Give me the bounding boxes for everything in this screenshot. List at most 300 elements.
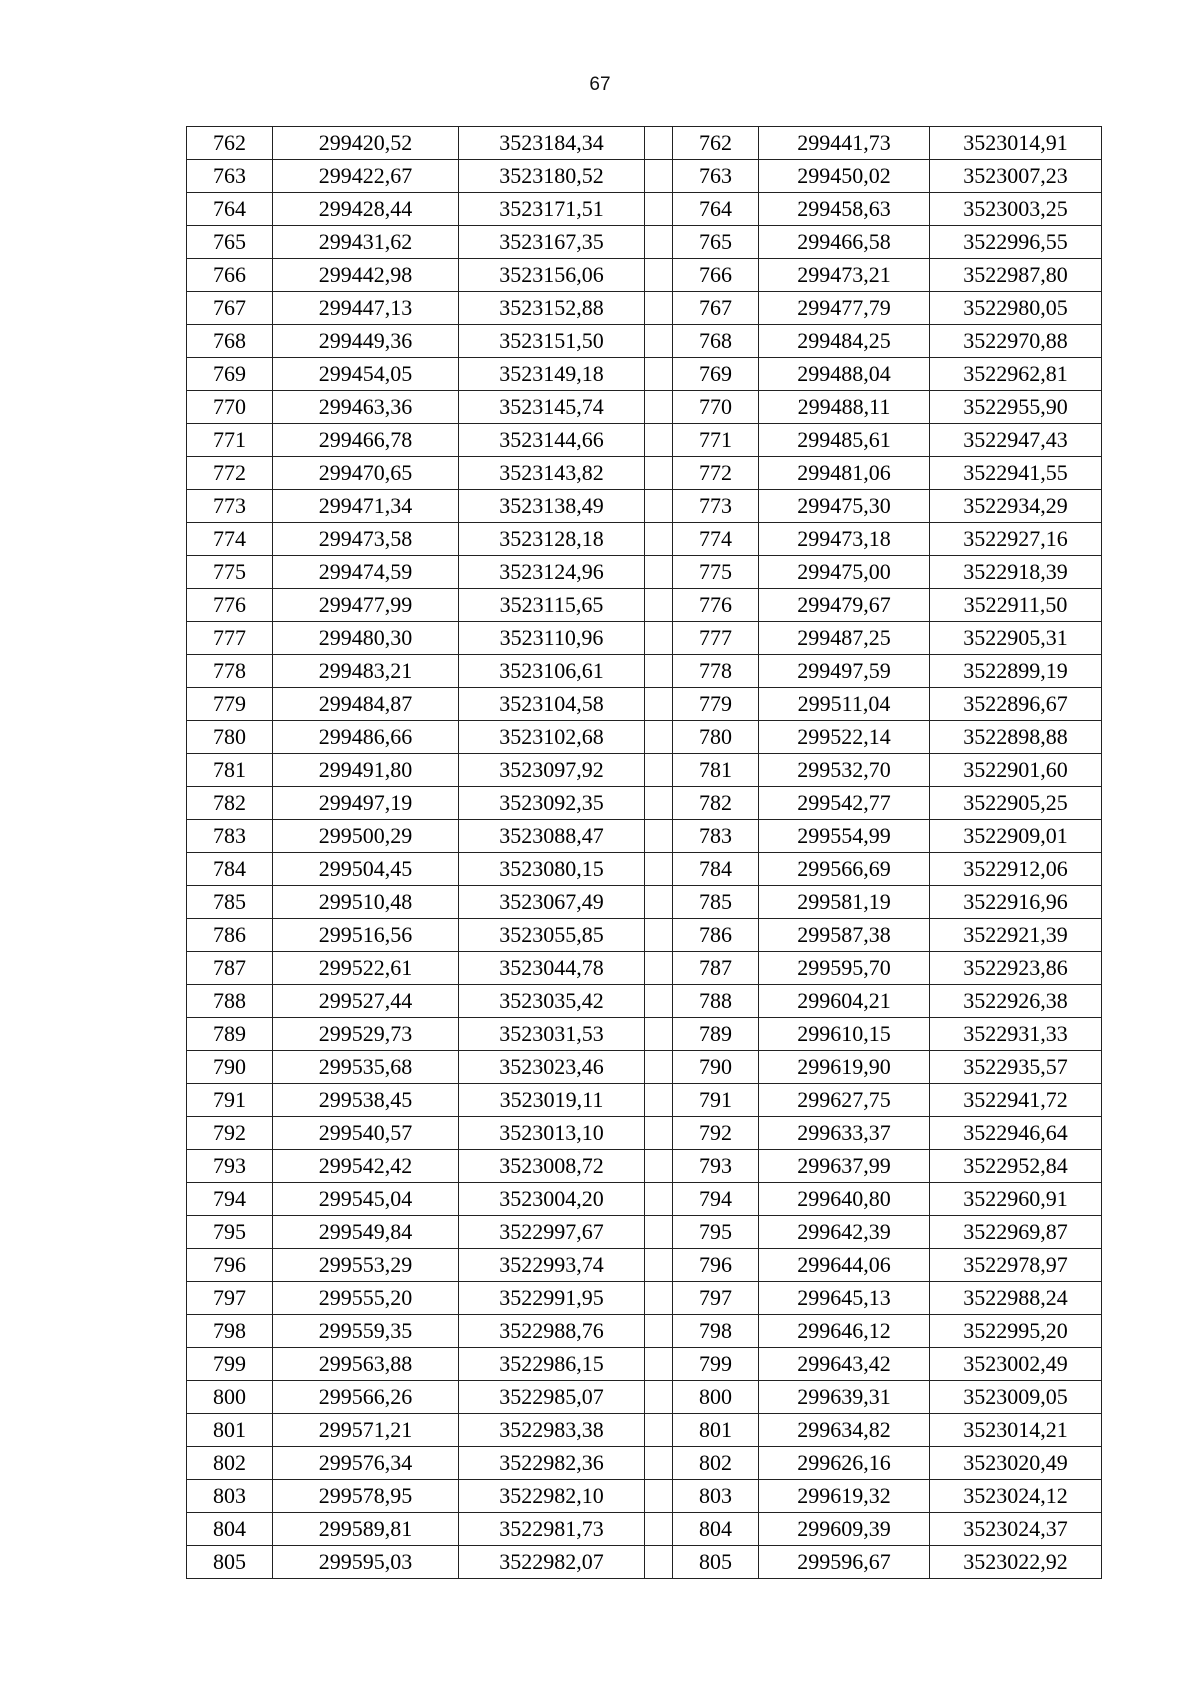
table-row <box>187 589 1102 622</box>
x-coordinate-cell: 299610,15 <box>759 1018 930 1051</box>
y-coordinate-cell: 3523144,66 <box>459 424 645 457</box>
point-number-cell: 795 <box>673 1216 759 1249</box>
table-row <box>187 1447 1102 1480</box>
x-coordinate-cell: 299470,65 <box>273 457 459 490</box>
point-number-cell: 798 <box>187 1315 273 1348</box>
separator-cell <box>645 1348 673 1381</box>
separator-cell <box>645 589 673 622</box>
y-coordinate-cell: 3523024,37 <box>930 1513 1102 1546</box>
table-row <box>187 1480 1102 1513</box>
table-row <box>187 556 1102 589</box>
point-number-cell: 779 <box>187 688 273 721</box>
x-coordinate-cell: 299484,87 <box>273 688 459 721</box>
point-number-cell: 800 <box>187 1381 273 1414</box>
point-number-cell: 791 <box>673 1084 759 1117</box>
y-coordinate-cell: 3523156,06 <box>459 259 645 292</box>
separator-cell <box>645 919 673 952</box>
table-row <box>187 358 1102 391</box>
separator-cell <box>645 556 673 589</box>
x-coordinate-cell: 299542,77 <box>759 787 930 820</box>
x-coordinate-cell: 299473,18 <box>759 523 930 556</box>
x-coordinate-cell: 299589,81 <box>273 1513 459 1546</box>
separator-cell <box>645 1381 673 1414</box>
y-coordinate-cell: 3522918,39 <box>930 556 1102 589</box>
point-number-cell: 766 <box>187 259 273 292</box>
x-coordinate-cell: 299643,42 <box>759 1348 930 1381</box>
separator-cell <box>645 721 673 754</box>
point-number-cell: 776 <box>673 589 759 622</box>
point-number-cell: 773 <box>187 490 273 523</box>
y-coordinate-cell: 3523124,96 <box>459 556 645 589</box>
point-number-cell: 769 <box>187 358 273 391</box>
point-number-cell: 791 <box>187 1084 273 1117</box>
separator-cell <box>645 1183 673 1216</box>
x-coordinate-cell: 299497,19 <box>273 787 459 820</box>
table-row <box>187 688 1102 721</box>
point-number-cell: 769 <box>673 358 759 391</box>
separator-cell <box>645 424 673 457</box>
separator-cell <box>645 622 673 655</box>
x-coordinate-cell: 299491,80 <box>273 754 459 787</box>
y-coordinate-cell: 3522987,80 <box>930 259 1102 292</box>
point-number-cell: 765 <box>673 226 759 259</box>
y-coordinate-cell: 3523102,68 <box>459 721 645 754</box>
point-number-cell: 799 <box>187 1348 273 1381</box>
separator-cell <box>645 127 673 160</box>
point-number-cell: 765 <box>187 226 273 259</box>
y-coordinate-cell: 3522986,15 <box>459 1348 645 1381</box>
point-number-cell: 784 <box>187 853 273 886</box>
y-coordinate-cell: 3522970,88 <box>930 325 1102 358</box>
point-number-cell: 766 <box>673 259 759 292</box>
x-coordinate-cell: 299431,62 <box>273 226 459 259</box>
separator-cell <box>645 820 673 853</box>
y-coordinate-cell: 3522896,67 <box>930 688 1102 721</box>
y-coordinate-cell: 3522991,95 <box>459 1282 645 1315</box>
x-coordinate-cell: 299486,66 <box>273 721 459 754</box>
separator-cell <box>645 1051 673 1084</box>
x-coordinate-cell: 299447,13 <box>273 292 459 325</box>
y-coordinate-cell: 3522926,38 <box>930 985 1102 1018</box>
y-coordinate-cell: 3522982,10 <box>459 1480 645 1513</box>
y-coordinate-cell: 3522923,86 <box>930 952 1102 985</box>
y-coordinate-cell: 3522978,97 <box>930 1249 1102 1282</box>
x-coordinate-cell: 299553,29 <box>273 1249 459 1282</box>
separator-cell <box>645 1546 673 1579</box>
table-row <box>187 490 1102 523</box>
y-coordinate-cell: 3523088,47 <box>459 820 645 853</box>
point-number-cell: 777 <box>187 622 273 655</box>
point-number-cell: 764 <box>187 193 273 226</box>
separator-cell <box>645 1414 673 1447</box>
x-coordinate-cell: 299527,44 <box>273 985 459 1018</box>
separator-cell <box>645 292 673 325</box>
x-coordinate-cell: 299555,20 <box>273 1282 459 1315</box>
y-coordinate-cell: 3523115,65 <box>459 589 645 622</box>
x-coordinate-cell: 299484,25 <box>759 325 930 358</box>
point-number-cell: 785 <box>187 886 273 919</box>
y-coordinate-cell: 3522981,73 <box>459 1513 645 1546</box>
point-number-cell: 803 <box>673 1480 759 1513</box>
table-row <box>187 952 1102 985</box>
y-coordinate-cell: 3522997,67 <box>459 1216 645 1249</box>
point-number-cell: 775 <box>673 556 759 589</box>
y-coordinate-cell: 3522898,88 <box>930 721 1102 754</box>
point-number-cell: 776 <box>187 589 273 622</box>
y-coordinate-cell: 3523149,18 <box>459 358 645 391</box>
x-coordinate-cell: 299480,30 <box>273 622 459 655</box>
table-row <box>187 292 1102 325</box>
x-coordinate-cell: 299473,21 <box>759 259 930 292</box>
separator-cell <box>645 688 673 721</box>
y-coordinate-cell: 3523022,92 <box>930 1546 1102 1579</box>
coordinates-table-body <box>187 127 1102 1579</box>
table-row <box>187 424 1102 457</box>
point-number-cell: 767 <box>187 292 273 325</box>
y-coordinate-cell: 3522911,50 <box>930 589 1102 622</box>
point-number-cell: 795 <box>187 1216 273 1249</box>
y-coordinate-cell: 3523044,78 <box>459 952 645 985</box>
point-number-cell: 789 <box>187 1018 273 1051</box>
separator-cell <box>645 754 673 787</box>
table-row <box>187 391 1102 424</box>
y-coordinate-cell: 3523097,92 <box>459 754 645 787</box>
y-coordinate-cell: 3522921,39 <box>930 919 1102 952</box>
point-number-cell: 798 <box>673 1315 759 1348</box>
table-row <box>187 523 1102 556</box>
y-coordinate-cell: 3522988,76 <box>459 1315 645 1348</box>
point-number-cell: 767 <box>673 292 759 325</box>
x-coordinate-cell: 299542,42 <box>273 1150 459 1183</box>
point-number-cell: 796 <box>187 1249 273 1282</box>
table-row <box>187 919 1102 952</box>
separator-cell <box>645 1150 673 1183</box>
x-coordinate-cell: 299619,90 <box>759 1051 930 1084</box>
x-coordinate-cell: 299500,29 <box>273 820 459 853</box>
x-coordinate-cell: 299646,12 <box>759 1315 930 1348</box>
separator-cell <box>645 391 673 424</box>
y-coordinate-cell: 3523035,42 <box>459 985 645 1018</box>
y-coordinate-cell: 3523031,53 <box>459 1018 645 1051</box>
y-coordinate-cell: 3523020,49 <box>930 1447 1102 1480</box>
x-coordinate-cell: 299640,80 <box>759 1183 930 1216</box>
y-coordinate-cell: 3522982,36 <box>459 1447 645 1480</box>
y-coordinate-cell: 3522909,01 <box>930 820 1102 853</box>
point-number-cell: 782 <box>673 787 759 820</box>
table-row <box>187 886 1102 919</box>
point-number-cell: 773 <box>673 490 759 523</box>
y-coordinate-cell: 3523004,20 <box>459 1183 645 1216</box>
y-coordinate-cell: 3522916,96 <box>930 886 1102 919</box>
separator-cell <box>645 457 673 490</box>
y-coordinate-cell: 3522952,84 <box>930 1150 1102 1183</box>
y-coordinate-cell: 3522955,90 <box>930 391 1102 424</box>
y-coordinate-cell: 3522941,55 <box>930 457 1102 490</box>
point-number-cell: 787 <box>673 952 759 985</box>
point-number-cell: 771 <box>673 424 759 457</box>
point-number-cell: 804 <box>673 1513 759 1546</box>
separator-cell <box>645 952 673 985</box>
x-coordinate-cell: 299488,11 <box>759 391 930 424</box>
separator-cell <box>645 490 673 523</box>
separator-cell <box>645 1315 673 1348</box>
point-number-cell: 763 <box>187 160 273 193</box>
separator-cell <box>645 226 673 259</box>
point-number-cell: 801 <box>187 1414 273 1447</box>
y-coordinate-cell: 3522982,07 <box>459 1546 645 1579</box>
x-coordinate-cell: 299627,75 <box>759 1084 930 1117</box>
table-row <box>187 1348 1102 1381</box>
x-coordinate-cell: 299471,34 <box>273 490 459 523</box>
y-coordinate-cell: 3523024,12 <box>930 1480 1102 1513</box>
point-number-cell: 788 <box>673 985 759 1018</box>
point-number-cell: 786 <box>673 919 759 952</box>
table-row <box>187 1183 1102 1216</box>
y-coordinate-cell: 3522905,25 <box>930 787 1102 820</box>
point-number-cell: 792 <box>673 1117 759 1150</box>
y-coordinate-cell: 3522995,20 <box>930 1315 1102 1348</box>
point-number-cell: 788 <box>187 985 273 1018</box>
point-number-cell: 763 <box>673 160 759 193</box>
y-coordinate-cell: 3522988,24 <box>930 1282 1102 1315</box>
y-coordinate-cell: 3523019,11 <box>459 1084 645 1117</box>
x-coordinate-cell: 299466,58 <box>759 226 930 259</box>
y-coordinate-cell: 3522983,38 <box>459 1414 645 1447</box>
point-number-cell: 764 <box>673 193 759 226</box>
point-number-cell: 772 <box>673 457 759 490</box>
table-row <box>187 226 1102 259</box>
separator-cell <box>645 259 673 292</box>
y-coordinate-cell: 3523106,61 <box>459 655 645 688</box>
point-number-cell: 774 <box>187 523 273 556</box>
separator-cell <box>645 1480 673 1513</box>
x-coordinate-cell: 299485,61 <box>759 424 930 457</box>
y-coordinate-cell: 3523003,25 <box>930 193 1102 226</box>
point-number-cell: 768 <box>187 325 273 358</box>
point-number-cell: 794 <box>187 1183 273 1216</box>
x-coordinate-cell: 299474,59 <box>273 556 459 589</box>
x-coordinate-cell: 299571,21 <box>273 1414 459 1447</box>
y-coordinate-cell: 3523138,49 <box>459 490 645 523</box>
y-coordinate-cell: 3523002,49 <box>930 1348 1102 1381</box>
x-coordinate-cell: 299604,21 <box>759 985 930 1018</box>
separator-cell <box>645 853 673 886</box>
point-number-cell: 778 <box>673 655 759 688</box>
separator-cell <box>645 193 673 226</box>
x-coordinate-cell: 299637,99 <box>759 1150 930 1183</box>
page-number: 67 <box>589 74 611 95</box>
separator-cell <box>645 523 673 556</box>
x-coordinate-cell: 299639,31 <box>759 1381 930 1414</box>
table-row <box>187 622 1102 655</box>
point-number-cell: 783 <box>187 820 273 853</box>
y-coordinate-cell: 3522901,60 <box>930 754 1102 787</box>
point-number-cell: 777 <box>673 622 759 655</box>
y-coordinate-cell: 3522935,57 <box>930 1051 1102 1084</box>
x-coordinate-cell: 299529,73 <box>273 1018 459 1051</box>
x-coordinate-cell: 299458,63 <box>759 193 930 226</box>
table-row <box>187 655 1102 688</box>
point-number-cell: 793 <box>187 1150 273 1183</box>
y-coordinate-cell: 3523013,10 <box>459 1117 645 1150</box>
x-coordinate-cell: 299595,70 <box>759 952 930 985</box>
point-number-cell: 771 <box>187 424 273 457</box>
y-coordinate-cell: 3522899,19 <box>930 655 1102 688</box>
table-row <box>187 1018 1102 1051</box>
table-row <box>187 787 1102 820</box>
y-coordinate-cell: 3523110,96 <box>459 622 645 655</box>
x-coordinate-cell: 299578,95 <box>273 1480 459 1513</box>
point-number-cell: 770 <box>673 391 759 424</box>
y-coordinate-cell: 3523180,52 <box>459 160 645 193</box>
x-coordinate-cell: 299497,59 <box>759 655 930 688</box>
point-number-cell: 786 <box>187 919 273 952</box>
point-number-cell: 781 <box>187 754 273 787</box>
y-coordinate-cell: 3523143,82 <box>459 457 645 490</box>
table-row <box>187 820 1102 853</box>
point-number-cell: 799 <box>673 1348 759 1381</box>
y-coordinate-cell: 3523152,88 <box>459 292 645 325</box>
point-number-cell: 774 <box>673 523 759 556</box>
x-coordinate-cell: 299454,05 <box>273 358 459 391</box>
y-coordinate-cell: 3523014,91 <box>930 127 1102 160</box>
x-coordinate-cell: 299428,44 <box>273 193 459 226</box>
table-row <box>187 1414 1102 1447</box>
point-number-cell: 768 <box>673 325 759 358</box>
x-coordinate-cell: 299563,88 <box>273 1348 459 1381</box>
table-row <box>187 325 1102 358</box>
point-number-cell: 805 <box>187 1546 273 1579</box>
table-row <box>187 127 1102 160</box>
point-number-cell: 800 <box>673 1381 759 1414</box>
table-row <box>187 160 1102 193</box>
x-coordinate-cell: 299479,67 <box>759 589 930 622</box>
x-coordinate-cell: 299549,84 <box>273 1216 459 1249</box>
point-number-cell: 778 <box>187 655 273 688</box>
x-coordinate-cell: 299609,39 <box>759 1513 930 1546</box>
point-number-cell: 793 <box>673 1150 759 1183</box>
y-coordinate-cell: 3523055,85 <box>459 919 645 952</box>
separator-cell <box>645 1216 673 1249</box>
table-row <box>187 1513 1102 1546</box>
point-number-cell: 797 <box>673 1282 759 1315</box>
point-number-cell: 805 <box>673 1546 759 1579</box>
x-coordinate-cell: 299487,25 <box>759 622 930 655</box>
point-number-cell: 790 <box>673 1051 759 1084</box>
y-coordinate-cell: 3523014,21 <box>930 1414 1102 1447</box>
y-coordinate-cell: 3522941,72 <box>930 1084 1102 1117</box>
x-coordinate-cell: 299619,32 <box>759 1480 930 1513</box>
point-number-cell: 784 <box>673 853 759 886</box>
y-coordinate-cell: 3523092,35 <box>459 787 645 820</box>
table-row <box>187 1315 1102 1348</box>
x-coordinate-cell: 299442,98 <box>273 259 459 292</box>
x-coordinate-cell: 299554,99 <box>759 820 930 853</box>
point-number-cell: 787 <box>187 952 273 985</box>
y-coordinate-cell: 3523007,23 <box>930 160 1102 193</box>
point-number-cell: 780 <box>187 721 273 754</box>
x-coordinate-cell: 299475,30 <box>759 490 930 523</box>
point-number-cell: 794 <box>673 1183 759 1216</box>
x-coordinate-cell: 299449,36 <box>273 325 459 358</box>
y-coordinate-cell: 3523145,74 <box>459 391 645 424</box>
point-number-cell: 775 <box>187 556 273 589</box>
x-coordinate-cell: 299540,57 <box>273 1117 459 1150</box>
x-coordinate-cell: 299545,04 <box>273 1183 459 1216</box>
y-coordinate-cell: 3522947,43 <box>930 424 1102 457</box>
separator-cell <box>645 1249 673 1282</box>
y-coordinate-cell: 3522912,06 <box>930 853 1102 886</box>
x-coordinate-cell: 299477,79 <box>759 292 930 325</box>
x-coordinate-cell: 299645,13 <box>759 1282 930 1315</box>
separator-cell <box>645 1513 673 1546</box>
separator-cell <box>645 325 673 358</box>
point-number-cell: 790 <box>187 1051 273 1084</box>
y-coordinate-cell: 3523128,18 <box>459 523 645 556</box>
separator-cell <box>645 1282 673 1315</box>
table-row <box>187 1084 1102 1117</box>
separator-cell <box>645 1084 673 1117</box>
point-number-cell: 804 <box>187 1513 273 1546</box>
y-coordinate-cell: 3523080,15 <box>459 853 645 886</box>
y-coordinate-cell: 3523009,05 <box>930 1381 1102 1414</box>
x-coordinate-cell: 299422,67 <box>273 160 459 193</box>
x-coordinate-cell: 299522,14 <box>759 721 930 754</box>
y-coordinate-cell: 3522980,05 <box>930 292 1102 325</box>
separator-cell <box>645 1018 673 1051</box>
x-coordinate-cell: 299510,48 <box>273 886 459 919</box>
separator-cell <box>645 1447 673 1480</box>
separator-cell <box>645 886 673 919</box>
x-coordinate-cell: 299441,73 <box>759 127 930 160</box>
x-coordinate-cell: 299566,69 <box>759 853 930 886</box>
y-coordinate-cell: 3523184,34 <box>459 127 645 160</box>
point-number-cell: 779 <box>673 688 759 721</box>
x-coordinate-cell: 299463,36 <box>273 391 459 424</box>
point-number-cell: 803 <box>187 1480 273 1513</box>
y-coordinate-cell: 3522969,87 <box>930 1216 1102 1249</box>
y-coordinate-cell: 3522996,55 <box>930 226 1102 259</box>
table-row <box>187 457 1102 490</box>
separator-cell <box>645 985 673 1018</box>
x-coordinate-cell: 299466,78 <box>273 424 459 457</box>
y-coordinate-cell: 3522905,31 <box>930 622 1102 655</box>
x-coordinate-cell: 299587,38 <box>759 919 930 952</box>
point-number-cell: 780 <box>673 721 759 754</box>
table-row <box>187 1282 1102 1315</box>
table-row <box>187 259 1102 292</box>
table-row <box>187 721 1102 754</box>
point-number-cell: 797 <box>187 1282 273 1315</box>
y-coordinate-cell: 3522934,29 <box>930 490 1102 523</box>
y-coordinate-cell: 3522931,33 <box>930 1018 1102 1051</box>
table-row <box>187 1216 1102 1249</box>
table-row <box>187 1150 1102 1183</box>
x-coordinate-cell: 299477,99 <box>273 589 459 622</box>
table-row <box>187 1051 1102 1084</box>
y-coordinate-cell: 3522993,74 <box>459 1249 645 1282</box>
point-number-cell: 782 <box>187 787 273 820</box>
x-coordinate-cell: 299596,67 <box>759 1546 930 1579</box>
x-coordinate-cell: 299473,58 <box>273 523 459 556</box>
x-coordinate-cell: 299581,19 <box>759 886 930 919</box>
x-coordinate-cell: 299626,16 <box>759 1447 930 1480</box>
point-number-cell: 772 <box>187 457 273 490</box>
point-number-cell: 781 <box>673 754 759 787</box>
x-coordinate-cell: 299634,82 <box>759 1414 930 1447</box>
x-coordinate-cell: 299504,45 <box>273 853 459 886</box>
separator-cell <box>645 787 673 820</box>
